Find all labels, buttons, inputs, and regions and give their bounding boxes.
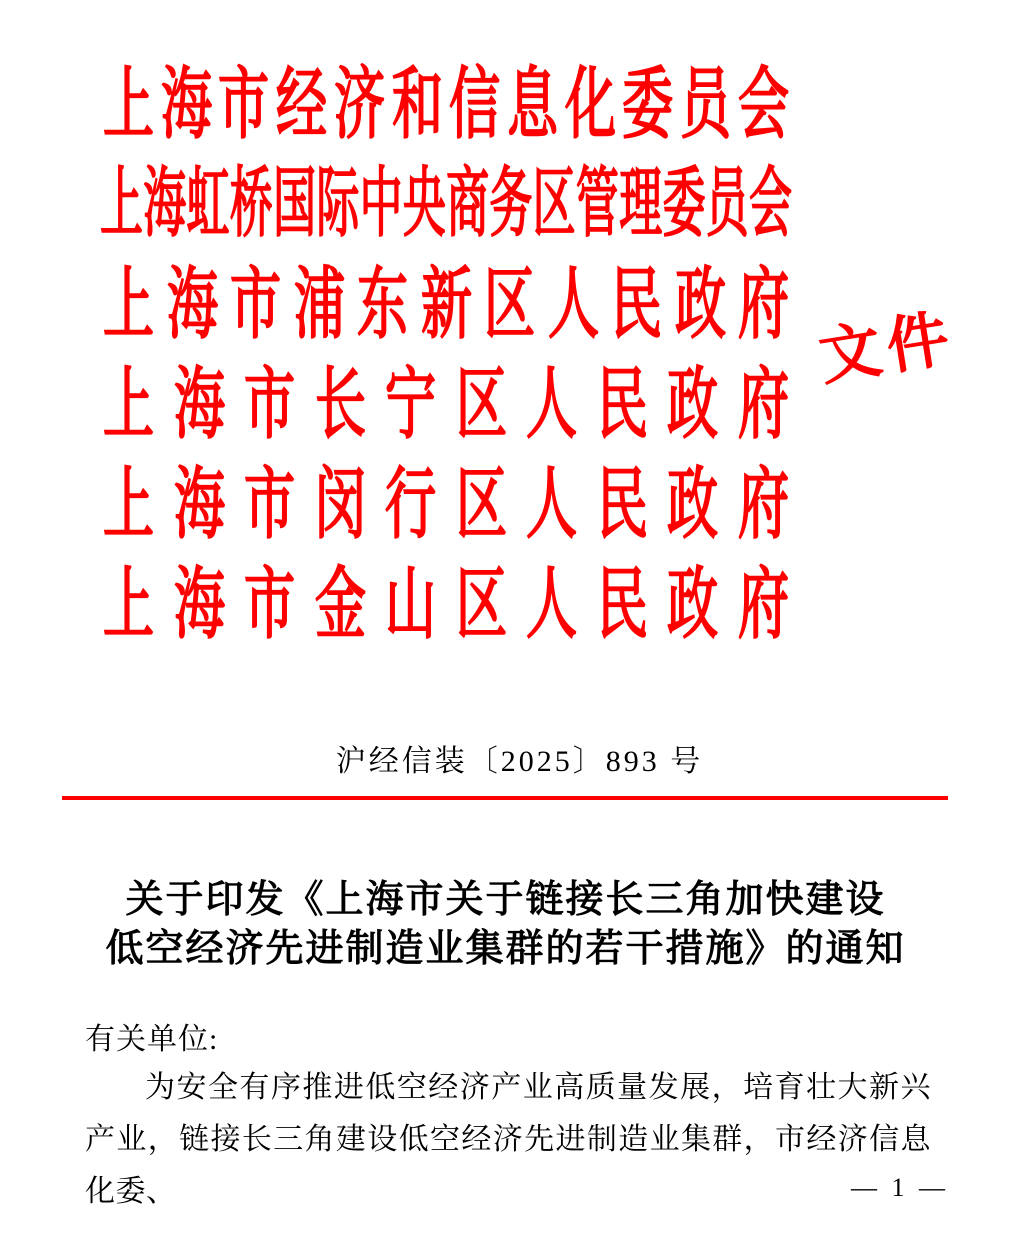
red-divider-rule: [62, 796, 948, 800]
agency-line-3: 上 海 市 浦 东 新 区 人 民 政 府: [102, 261, 790, 349]
letterhead-agency-list: [100, 55, 792, 655]
document-title-line-1: 关于印发《上海市关于链接长三角加快建设: [125, 879, 886, 921]
document-stamp-label: 文件: [814, 304, 960, 394]
body-paragraph: 为安全有序推进低空经济产业高质量发展，培育壮大新兴产业，链接长三角建设低空经济先进制造业集群，市经济信息化委、: [85, 1071, 931, 1208]
agency-line-2: 上 海 虹 桥 国 际 中 央 商 务 区 管 理 委 员 会: [100, 162, 792, 248]
document-reference-number: 沪经信装〔2025〕893 号: [335, 745, 704, 778]
agency-line-6: 上 海 市 金 山 区 人 民 政 府: [102, 561, 790, 649]
page-number: — 1 —: [851, 1173, 949, 1202]
document-title: [0, 876, 1011, 974]
document-title-line-2: 低空经济先进制造业集群的若干措施》的通知: [105, 928, 906, 970]
agency-line-4: 上 海 市 长 宁 区 人 民 政 府: [102, 361, 790, 449]
agency-line-1: 上 海 市 经 济 和 信 息 化 委 员 会: [102, 61, 790, 149]
salutation: 有关单位:: [85, 1023, 219, 1056]
agency-line-5: 上 海 市 闵 行 区 人 民 政 府: [102, 461, 790, 549]
